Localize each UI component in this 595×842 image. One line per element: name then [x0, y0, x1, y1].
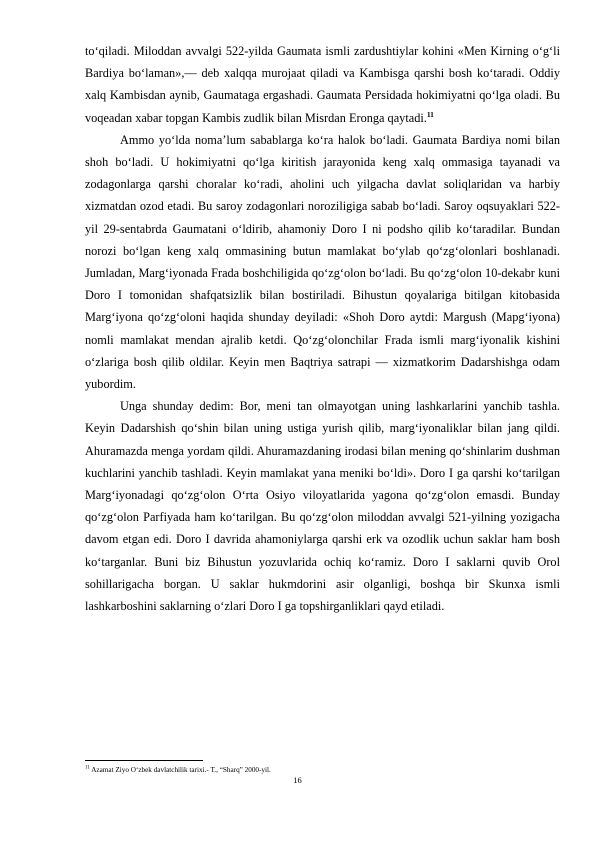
footnote-divider — [85, 760, 203, 761]
footnote — [85, 765, 560, 775]
footnote-reference[interactable]: 11 — [426, 109, 434, 119]
page-number: 16 — [293, 775, 302, 785]
paragraph-1 — [85, 40, 560, 129]
paragraph-1-text: to‘qiladi. Miloddan avvalgi 522-yilda Gaumata ismli zardushtiylar kohini «Men Kirning o‘g‘li Bardiya bo‘laman»,— deb xalqqa murojaat qiladi va Kambisga qarshi bosh ko‘taradi. Oddiy xalq Kambisdan aynib, Gaumataga ergashadi. Gaumata Persidada hokimiyatni qo‘lga oladi. Bu voqeadan xabar topgan Kambis zudlik bilan Misrdan Eronga qaytadi. — [85, 44, 560, 125]
footnote-number: 11 — [85, 765, 90, 771]
paragraph-3: Unga shunday dedim: Bor, meni tan olmayotgan uning lashkarlarini yanchib tashla. Keyin Dadarshish qo‘shin bilan uning ustiga yurish qilib, marg‘iyonaliklar bilan jang qildi. Ahuramazda menga yordam qildi. Ahuramazdaning irodasi bilan mening qo‘shinlarim dushman kuchlarini yanchib tashladi. Keyin mamlakat yana meniki bo‘ldi». Doro I ga qarshi ko‘tarilgan Marg‘iyonadagi qo‘zg‘olon O‘rta Osiyo viloyatlarida yagona qo‘zg‘olon emasdi. Bunday qo‘zg‘olon Parfiyada ham ko‘tarilgan. Bu qo‘zg‘olon miloddan avvalgi 521-yilning yozigacha davom etgan edi. Doro I davrida ahamoniylarga qarshi erk va ozodlik uchun saklar ham bosh ko‘targanlar. Buni biz Bihustun yozuvlarida ochiq ko‘ramiz. Doro I saklarni quvib Orol sohillarigacha borgan. U saklar hukmdorini asir olganligi, boshqa bir Skunxa ismli lashkarboshini saklarning o‘zlari Doro I ga topshirganliklari qayd etiladi. — [85, 399, 560, 614]
page-body — [85, 40, 560, 617]
footnote-text: Azamat Ziyo O‘zbek davlatchilik tarixi.- T., “Sharq” 2000-yil. — [91, 766, 271, 774]
paragraph-2: Ammo yo‘lda noma’lum sabablarga ko‘ra halok bo‘ladi. Gaumata Bardiya nomi bilan shoh bo‘ladi. U hokimiyatni qo‘lga kiritish jarayonida keng xalq ommasiga tayanadi va zodagonlarga qarshi choralar ko‘radi, aholini uch yilgacha davlat soliqlaridan va harbiy xizmatdan ozod etadi. Bu saroy zodagonlari noroziligiga sabab bo‘ladi. Saroy oqsuyaklari 522-yil 29-sentabrda Gaumatani o‘ldirib, ahamoniy Doro I ni podsho qilib ko‘taradilar. Bundan norozi bo‘lgan keng xalq ommasining butun mamlakat bo‘ylab qo‘zg‘olonlari boshlanadi. Jumladan, Marg‘iyonada Frada boshchiligida qo‘zg‘olon bo‘ladi. Bu qo‘zg‘olon 10-dekabr kuni Doro I tomonidan shafqatsizlik bilan bostiriladi. Bihustun qoyalariga bitilgan kitobasida Marg‘iyona qo‘zg‘oloni haqida shunday deyiladi: «Shoh Doro aytdi: Margush (Mapg‘iyona) nomli mamlakat mendan ajralib ketdi. Qo‘zg‘olonchilar Frada ismli marg‘iyonalik kishini o‘zlariga bosh qilib oldilar. Keyin men Baqtriya satrapi — xizmatkorim Dadarshishga odam yubordim. — [85, 132, 560, 392]
